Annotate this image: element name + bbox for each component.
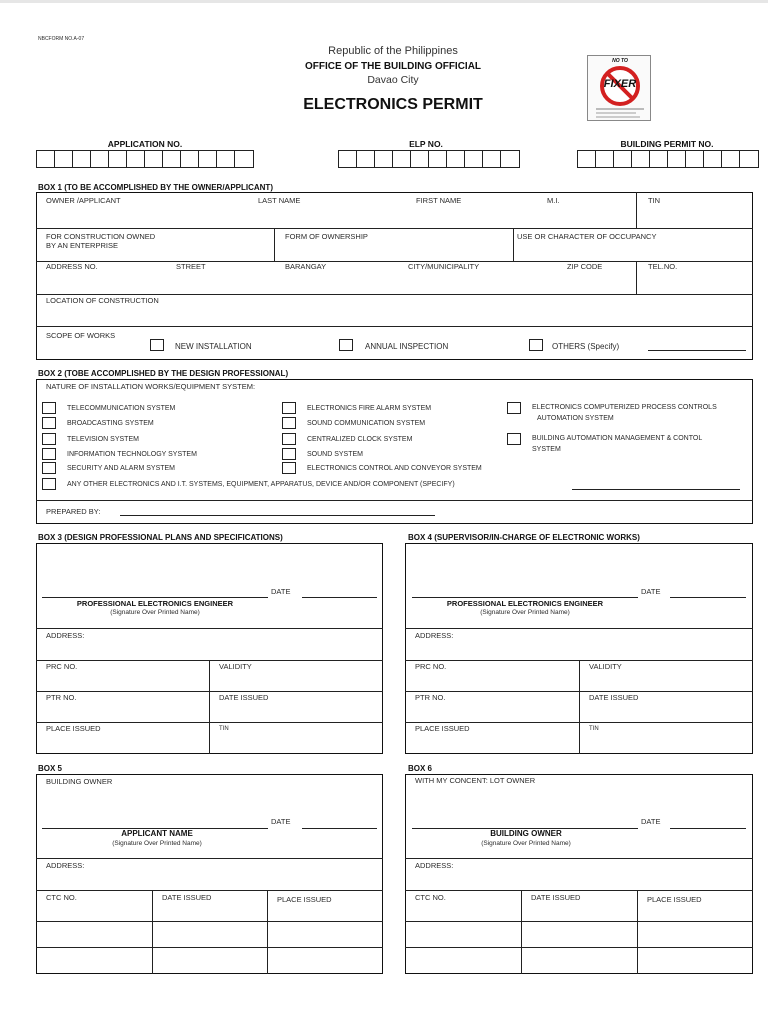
city-text: Davao City xyxy=(367,74,419,86)
box4-prc-label: PRC NO. xyxy=(415,662,447,671)
last-name-label: LAST NAME xyxy=(258,196,301,205)
any-other-checkbox[interactable] xyxy=(42,478,56,490)
box3-signature-line[interactable] xyxy=(42,597,268,598)
tel-no-label: TEL.NO. xyxy=(648,262,678,271)
others-checkbox[interactable] xyxy=(529,339,543,351)
box5-date-issued-label: DATE ISSUED xyxy=(162,893,212,902)
box6-title: BOX 6 xyxy=(408,764,433,773)
box5-ctc-label: CTC NO. xyxy=(46,893,77,902)
page-top-border xyxy=(0,0,768,3)
box4-tin-label: TIN xyxy=(589,726,599,732)
any-other-label: ANY OTHER ELECTRONICS AND I.T. SYSTEMS, EQUIPMENT, APPARATUS, DEVICE AND/OR COMPONENT (SPECIFY) xyxy=(67,481,455,488)
elp-no-label: ELP NO. xyxy=(409,139,443,149)
box4-validity-label: VALIDITY xyxy=(589,662,622,671)
conveyor-label: ELECTRONICS CONTROL AND CONVEYOR SYSTEM xyxy=(307,465,482,472)
location-label: LOCATION OF CONSTRUCTION xyxy=(46,296,159,305)
barangay-label: BARANGAY xyxy=(285,262,327,271)
telecom-label: TELECOMMUNICATION SYSTEM xyxy=(67,405,176,412)
page-title: ELECTRONICS PERMIT xyxy=(303,96,483,113)
prepared-by-line[interactable] xyxy=(120,515,435,516)
building-permit-no-label: BUILDING PERMIT NO. xyxy=(620,139,714,149)
construction-label-1: FOR CONSTRUCTION OWNED xyxy=(46,232,156,241)
box3-sig: (Signature Over Printed Name) xyxy=(110,609,200,616)
box6 xyxy=(405,774,753,974)
box3-prc-label: PRC NO. xyxy=(46,662,78,671)
any-other-specify-line[interactable] xyxy=(572,489,740,490)
sound-comm-checkbox[interactable] xyxy=(282,417,296,429)
box3-name: PROFESSIONAL ELECTRONICS ENGINEER xyxy=(76,599,234,608)
building-automation-checkbox[interactable] xyxy=(507,433,521,445)
box4-place-issued-label: PLACE ISSUED xyxy=(415,724,470,733)
box3-place-issued-label: PLACE ISSUED xyxy=(46,724,101,733)
box3-address-label: ADDRESS: xyxy=(46,631,85,640)
television-label: TELEVISION SYSTEM xyxy=(67,436,139,443)
box5-title: BOX 5 xyxy=(38,764,63,773)
scope-label: SCOPE OF WORKS xyxy=(46,331,116,340)
box6-role: WITH MY CONCENT: LOT OWNER xyxy=(415,776,536,785)
box6-date-line[interactable] xyxy=(670,828,746,829)
box1 xyxy=(36,192,753,360)
box6-ctc-label: CTC NO. xyxy=(415,893,446,902)
box5-role: BUILDING OWNER xyxy=(46,777,113,786)
process-controls-label-2: AUTOMATION SYSTEM xyxy=(537,415,614,422)
security-label: SECURITY AND ALARM SYSTEM xyxy=(67,465,176,472)
box5-address-label: ADDRESS: xyxy=(46,861,85,870)
box3-tin-label: TIN xyxy=(219,726,229,732)
office-text: OFFICE OF THE BUILDING OFFICIAL xyxy=(304,61,482,72)
use-character-label: USE OR CHARACTER OF OCCUPANCY xyxy=(517,232,657,241)
box3-ptr-label: PTR NO. xyxy=(46,693,77,702)
clock-checkbox[interactable] xyxy=(282,433,296,445)
box2-subtitle: NATURE OF INSTALLATION WORKS/EQUIPMENT SYSTEM: xyxy=(46,382,256,391)
street-label: STREET xyxy=(176,262,206,271)
mi-label: M.I. xyxy=(547,196,560,205)
zip-code-label: ZIP CODE xyxy=(567,262,603,271)
box3-date-line[interactable] xyxy=(302,597,377,598)
building-permit-no-input[interactable] xyxy=(577,150,759,168)
security-checkbox[interactable] xyxy=(42,462,56,474)
annual-inspection-checkbox[interactable] xyxy=(339,339,353,351)
building-automation-label-2: SYSTEM xyxy=(532,446,561,453)
box4-title: BOX 4 (SUPERVISOR/IN-CHARGE OF ELECTRONIC WORKS) xyxy=(408,533,640,542)
it-label: INFORMATION TECHNOLOGY SYSTEM xyxy=(67,451,197,458)
box3-title: BOX 3 (DESIGN PROFESSIONAL PLANS AND SPECIFICATIONS) xyxy=(38,533,283,542)
form-ownership-label: FORM OF OWNERSHIP xyxy=(285,232,368,241)
no-fixer-seal xyxy=(587,55,651,121)
box4-date-label: DATE xyxy=(641,587,661,596)
tin-label: TIN xyxy=(648,196,661,205)
broadcasting-label: BROADCASTING SYSTEM xyxy=(67,420,154,427)
box5-date-label: DATE xyxy=(271,817,291,826)
form-code: NBCFORM NO.A-07 xyxy=(38,36,85,42)
box6-address-label: ADDRESS: xyxy=(415,861,454,870)
box4-date-line[interactable] xyxy=(670,597,746,598)
box4-name: PROFESSIONAL ELECTRONICS ENGINEER xyxy=(446,599,604,608)
box4-sig: (Signature Over Printed Name) xyxy=(480,609,570,616)
television-checkbox[interactable] xyxy=(42,433,56,445)
box6-sig: (Signature Over Printed Name) xyxy=(481,840,571,847)
prepared-by-label: PREPARED BY: xyxy=(46,507,101,516)
box4-ptr-label: PTR NO. xyxy=(415,693,446,702)
box4-date-issued-label: DATE ISSUED xyxy=(589,693,639,702)
telecom-checkbox[interactable] xyxy=(42,402,56,414)
sound-comm-label: SOUND COMMUNICATION SYSTEM xyxy=(307,420,426,427)
application-no-label: APPLICATION NO. xyxy=(107,139,183,149)
box2-title: BOX 2 (TOBE ACCOMPLISHED BY THE DESIGN PROFESSIONAL) xyxy=(38,369,289,378)
annual-inspection-label: ANNUAL INSPECTION xyxy=(365,342,449,351)
fire-alarm-label: ELECTRONICS FIRE ALARM SYSTEM xyxy=(307,405,432,412)
box5-name: APPLICANT NAME xyxy=(121,829,193,838)
box5-sig: (Signature Over Printed Name) xyxy=(112,840,202,847)
box3-date-label: DATE xyxy=(271,587,291,596)
seal-word: FIXER xyxy=(603,78,637,90)
construction-label-2: BY AN ENTERPRISE xyxy=(46,241,118,250)
box3-validity-label: VALIDITY xyxy=(219,662,252,671)
box5 xyxy=(36,774,383,974)
city-municipality-label: CITY/MUNICIPALITY xyxy=(408,262,480,271)
owner-label: OWNER /APPLICANT xyxy=(46,196,121,205)
others-specify-line[interactable] xyxy=(648,350,746,351)
box6-date-label: DATE xyxy=(641,817,661,826)
elp-no-input[interactable] xyxy=(338,150,520,168)
box5-place-issued-label: PLACE ISSUED xyxy=(277,895,332,904)
it-checkbox[interactable] xyxy=(42,448,56,460)
box4-address-label: ADDRESS: xyxy=(415,631,454,640)
box5-date-line[interactable] xyxy=(302,828,377,829)
address-no-label: ADDRESS NO. xyxy=(46,262,98,271)
box3-date-issued-label: DATE ISSUED xyxy=(219,693,269,702)
others-label: OTHERS (Specify) xyxy=(552,342,620,351)
sound-system-checkbox[interactable] xyxy=(282,448,296,460)
first-name-label: FIRST NAME xyxy=(416,196,462,205)
building-automation-label-1: BUILDING AUTOMATION MANAGEMENT & CONTOL xyxy=(532,435,703,442)
process-controls-checkbox[interactable] xyxy=(507,402,521,414)
box6-place-issued-label: PLACE ISSUED xyxy=(647,895,702,904)
new-installation-checkbox[interactable] xyxy=(150,339,164,351)
application-no-input[interactable] xyxy=(36,150,254,168)
republic-text: Republic of the Philippines xyxy=(328,45,458,57)
broadcasting-checkbox[interactable] xyxy=(42,417,56,429)
clock-label: CENTRALIZED CLOCK SYSTEM xyxy=(307,436,413,443)
box4-signature-line[interactable] xyxy=(412,597,638,598)
new-installation-label: NEW INSTALLATION xyxy=(175,342,252,351)
process-controls-label-1: ELECTRONICS COMPUTERIZED PROCESS CONTROLS xyxy=(532,404,717,411)
box6-name: BUILDING OWNER xyxy=(490,829,562,838)
box1-title: BOX 1 (TO BE ACCOMPLISHED BY THE OWNER/APPLICANT) xyxy=(38,183,273,192)
seal-top-text: NO TO xyxy=(612,58,628,64)
sound-system-label: SOUND SYSTEM xyxy=(307,451,364,458)
conveyor-checkbox[interactable] xyxy=(282,462,296,474)
fire-alarm-checkbox[interactable] xyxy=(282,402,296,414)
box6-date-issued-label: DATE ISSUED xyxy=(531,893,581,902)
